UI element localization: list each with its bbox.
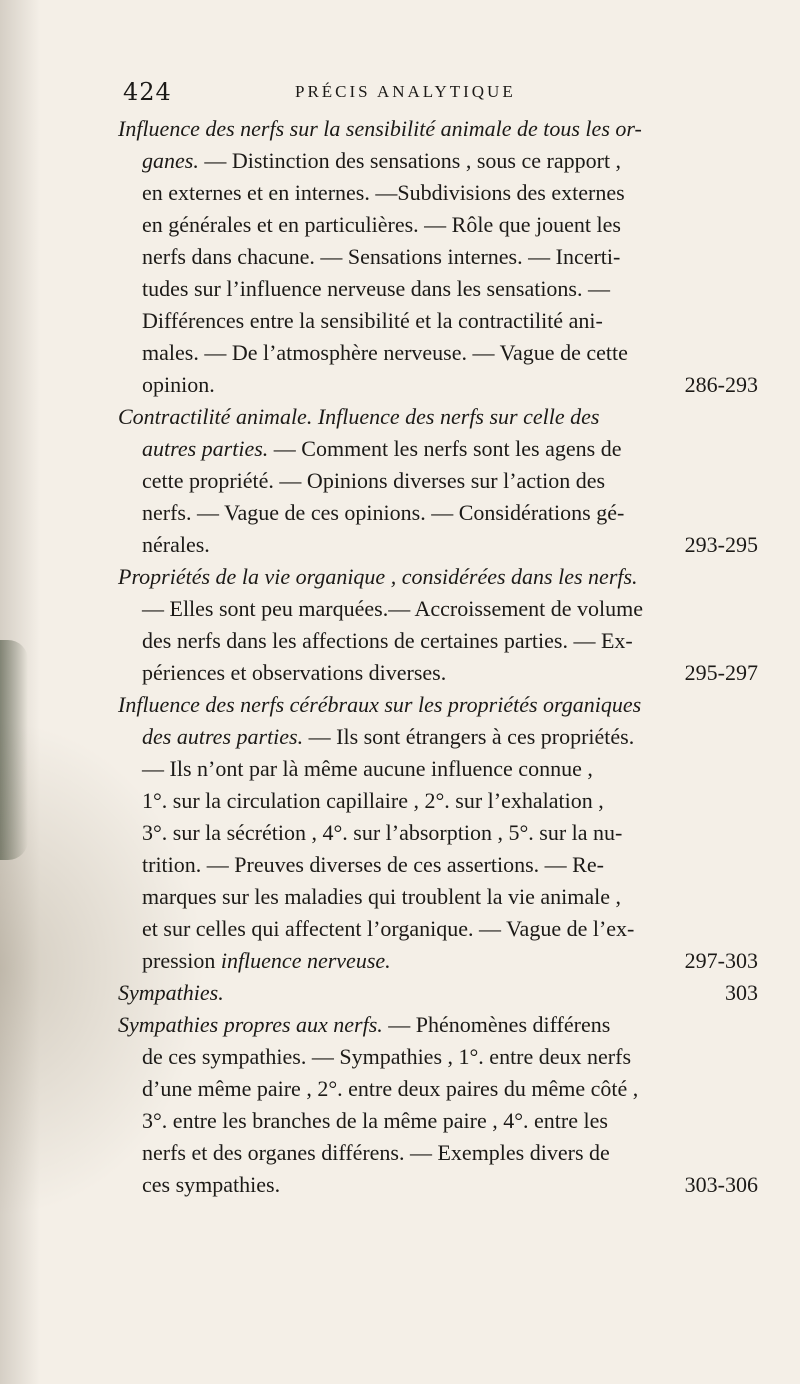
- running-title: PRÉCIS ANALYTIQUE: [295, 82, 516, 101]
- page-range: 286-293: [684, 372, 758, 397]
- entry-text: nerfs et des organes différens. — Exemples divers de: [142, 1140, 610, 1165]
- table-of-contents-body: [118, 113, 758, 1201]
- entry-title: Influence des nerfs sur la sensibilité animale de tous les or-: [118, 116, 642, 141]
- entry-line: [118, 209, 758, 241]
- contents-entry: [118, 401, 758, 561]
- entry-text: en générales et en particulières. — Rôle que jouent les: [142, 212, 621, 237]
- entry-title: Contractilité animale. Influence des nerfs sur celle des: [118, 404, 600, 429]
- entry-text: pression: [142, 948, 221, 973]
- entry-line: [118, 241, 758, 273]
- entry-line: [118, 1137, 758, 1169]
- entry-title: ganes.: [142, 148, 199, 173]
- entry-title: des autres parties.: [142, 724, 304, 749]
- contents-entry: [118, 689, 758, 977]
- entry-text: nérales.: [142, 532, 210, 557]
- page-range: 303-306: [684, 1172, 758, 1197]
- page-range: 297-303: [684, 948, 758, 973]
- entry-line: [118, 913, 758, 945]
- entry-line: [118, 561, 758, 593]
- entry-text: males. — De l’atmosphère nerveuse. — Vague de cette: [142, 340, 628, 365]
- page-number: 424: [123, 78, 172, 106]
- contents-entry: [118, 561, 758, 689]
- page-range: 303: [725, 980, 758, 1005]
- entry-line: [118, 753, 758, 785]
- entry-line: [118, 497, 758, 529]
- entry-text: opinion.: [142, 372, 215, 397]
- entry-title: autres parties.: [142, 436, 269, 461]
- entry-text: — Comment les nerfs sont les agens de: [268, 436, 622, 461]
- entry-text: en externes et en internes. —Subdivisions des externes: [142, 180, 625, 205]
- entry-line: [118, 817, 758, 849]
- entry-line: [118, 625, 758, 657]
- entry-line: [118, 881, 758, 913]
- entry-text: — Distinction des sensations , sous ce rapport ,: [198, 148, 622, 173]
- entry-line: [118, 369, 758, 401]
- page-range: 295-297: [684, 660, 758, 685]
- entry-text: marques sur les maladies qui troublent la vie animale ,: [142, 884, 621, 909]
- entry-line: [118, 465, 758, 497]
- entry-line: [118, 721, 758, 753]
- entry-line: [118, 657, 758, 689]
- entry-text: — Phénomènes différens: [382, 1012, 611, 1037]
- entry-line: [118, 273, 758, 305]
- page-header: [123, 78, 743, 108]
- entry-line: [118, 305, 758, 337]
- entry-line: [118, 1105, 758, 1137]
- entry-line: [118, 1041, 758, 1073]
- entry-italic-phrase: influence nerveuse.: [220, 948, 391, 973]
- entry-text: 3°. sur la sécrétion , 4°. sur l’absorption , 5°. sur la nu-: [142, 820, 623, 845]
- entry-title: Sympathies.: [118, 980, 224, 1005]
- entry-text: ces sympathies.: [142, 1172, 281, 1197]
- contents-entry: [118, 1009, 758, 1201]
- entry-title: Sympathies propres aux nerfs.: [118, 1012, 383, 1037]
- entry-line: [118, 113, 758, 145]
- entry-text: 1°. sur la circulation capillaire , 2°. sur l’exhalation ,: [142, 788, 604, 813]
- entry-text: trition. — Preuves diverses de ces assertions. — Re-: [142, 852, 604, 877]
- entry-line: [118, 433, 758, 465]
- entry-text: — Ils n’ont par là même aucune influence connue ,: [142, 756, 593, 781]
- entry-line: [118, 177, 758, 209]
- entry-text: d’une même paire , 2°. entre deux paires du même côté ,: [142, 1076, 639, 1101]
- entry-line: [118, 945, 758, 977]
- entry-line: [118, 1073, 758, 1105]
- page-range: 293-295: [684, 532, 758, 557]
- entry-text: et sur celles qui affectent l’organique. — Vague de l’ex-: [142, 916, 635, 941]
- entry-title: Propriétés de la vie organique , considérées dans les nerfs.: [118, 564, 638, 589]
- contents-entry: [118, 977, 758, 1009]
- entry-text: nerfs dans chacune. — Sensations internes. — Incerti-: [142, 244, 621, 269]
- entry-line: [118, 529, 758, 561]
- contents-entry: [118, 113, 758, 401]
- entry-line: [118, 593, 758, 625]
- entry-text: de ces sympathies. — Sympathies , 1°. entre deux nerfs: [142, 1044, 632, 1069]
- entry-line: [118, 977, 758, 1009]
- entry-text: Différences entre la sensibilité et la contractilité ani-: [142, 308, 603, 333]
- entry-text: — Elles sont peu marquées.— Accroissement de volume: [142, 596, 643, 621]
- entry-text: des nerfs dans les affections de certaines parties. — Ex-: [142, 628, 633, 653]
- entry-line: [118, 1169, 758, 1201]
- entry-text: nerfs. — Vague de ces opinions. — Considérations gé-: [142, 500, 625, 525]
- entry-text: cette propriété. — Opinions diverses sur l’action des: [142, 468, 606, 493]
- entry-title: Influence des nerfs cérébraux sur les propriétés organiques: [118, 692, 642, 717]
- entry-text: — Ils sont étrangers à ces propriétés.: [303, 724, 635, 749]
- entry-line: [118, 689, 758, 721]
- page-edge-shadow: [0, 640, 28, 860]
- entry-line: [118, 1009, 758, 1041]
- entry-line: [118, 849, 758, 881]
- entry-line: [118, 785, 758, 817]
- entry-text: tudes sur l’influence nerveuse dans les sensations. —: [142, 276, 610, 301]
- entry-line: [118, 401, 758, 433]
- entry-text: 3°. entre les branches de la même paire , 4°. entre les: [142, 1108, 608, 1133]
- entry-line: [118, 337, 758, 369]
- entry-text: périences et observations diverses.: [142, 660, 447, 685]
- entry-line: [118, 145, 758, 177]
